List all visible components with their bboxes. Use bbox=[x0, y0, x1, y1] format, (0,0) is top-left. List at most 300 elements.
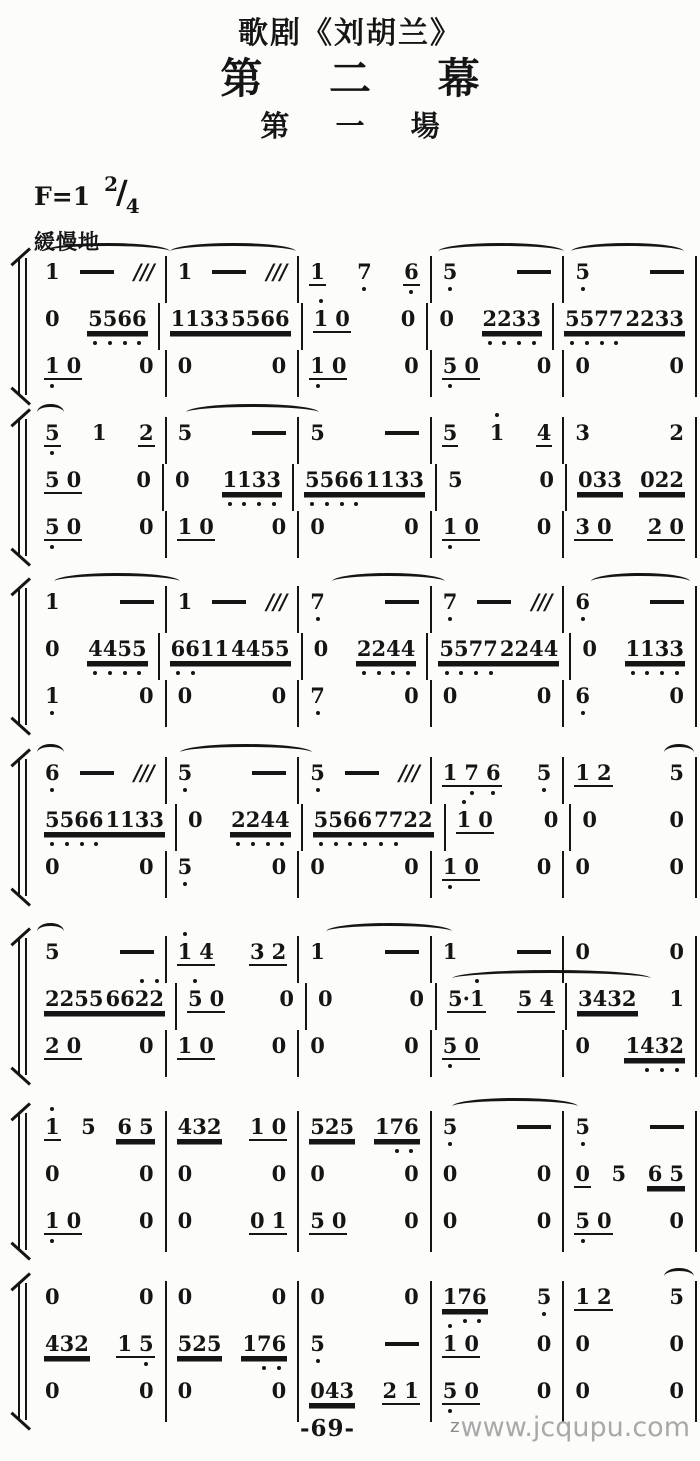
octave-dot-below bbox=[137, 341, 141, 345]
note-char: 1 bbox=[45, 1208, 60, 1233]
score-line bbox=[34, 851, 697, 898]
note-char: 3 bbox=[592, 467, 608, 492]
note-group bbox=[222, 467, 283, 494]
note-char: 6 bbox=[349, 467, 364, 492]
note-char: 0 bbox=[138, 1378, 154, 1403]
note-char: 2 bbox=[149, 986, 164, 1011]
note-group bbox=[271, 1378, 288, 1403]
measure bbox=[167, 1111, 300, 1158]
note-spacer bbox=[590, 514, 597, 539]
note-group: /// bbox=[398, 760, 419, 785]
note-char: 1 bbox=[575, 1284, 590, 1309]
measure bbox=[432, 1281, 565, 1328]
octave-dot-below bbox=[581, 617, 585, 621]
measure bbox=[34, 757, 167, 804]
note-char: 2 bbox=[597, 1284, 612, 1309]
note-char: 5 bbox=[178, 854, 193, 879]
note-char: 6 bbox=[272, 1331, 287, 1356]
note-char: 0 bbox=[199, 1033, 214, 1058]
note-group bbox=[574, 420, 591, 445]
note-group bbox=[44, 259, 61, 284]
note-char: 2 bbox=[192, 1331, 207, 1356]
note-group bbox=[241, 1331, 287, 1358]
note-char: 1 bbox=[404, 1378, 419, 1403]
note-group bbox=[177, 1114, 223, 1141]
note-group bbox=[251, 760, 287, 775]
note-group bbox=[309, 1284, 326, 1309]
note-group bbox=[574, 589, 591, 614]
octave-dot-below bbox=[266, 842, 270, 846]
octave-dot-above bbox=[462, 800, 466, 804]
note-char: 5 bbox=[537, 760, 552, 785]
note-char: 3 bbox=[266, 467, 281, 492]
octave-dot-below bbox=[542, 1312, 546, 1316]
note-char: 2 bbox=[625, 306, 641, 331]
note-char: 7 bbox=[464, 760, 479, 785]
note-char: 5 bbox=[45, 467, 60, 492]
note-group bbox=[536, 353, 553, 378]
note-char: 7 bbox=[390, 1114, 405, 1139]
measure bbox=[554, 303, 697, 350]
note-char: 2 bbox=[59, 986, 75, 1011]
measure bbox=[34, 303, 160, 350]
note-group bbox=[309, 514, 326, 539]
note-char: 0 bbox=[669, 939, 684, 964]
note-group bbox=[44, 986, 105, 1013]
note-char: 1 bbox=[442, 939, 458, 964]
score-line bbox=[34, 303, 697, 350]
note-char: 6 bbox=[404, 1114, 419, 1139]
note-group bbox=[403, 1033, 420, 1058]
score-line bbox=[34, 757, 697, 804]
note-group bbox=[211, 259, 247, 274]
note-group bbox=[44, 420, 61, 447]
opera-title: 歌剧《刘胡兰》 bbox=[238, 16, 462, 51]
note-char: 0 bbox=[464, 1378, 480, 1403]
measure bbox=[299, 1030, 432, 1077]
note-group bbox=[668, 1284, 685, 1309]
note-group bbox=[442, 1331, 480, 1358]
octave-dot-below bbox=[660, 1068, 664, 1072]
note-group bbox=[668, 807, 685, 832]
note-group bbox=[400, 306, 417, 331]
octave-dot-below bbox=[108, 341, 112, 345]
slur-arc bbox=[186, 404, 319, 421]
system-body bbox=[34, 1281, 697, 1422]
note-group bbox=[403, 1284, 420, 1309]
note-group bbox=[309, 939, 326, 964]
note-char: 0 bbox=[177, 1161, 193, 1186]
score-system bbox=[8, 1111, 697, 1252]
note-group bbox=[668, 939, 685, 964]
note-group bbox=[476, 589, 512, 604]
note-char: 0 bbox=[404, 1161, 419, 1186]
note-group bbox=[499, 636, 560, 663]
note-group bbox=[177, 939, 215, 966]
system-brace-lines bbox=[18, 1283, 27, 1420]
octave-dot-below bbox=[448, 885, 452, 889]
note-char: 1 bbox=[310, 353, 325, 378]
note-char: 0 bbox=[318, 986, 333, 1011]
measure bbox=[564, 511, 697, 558]
note-group bbox=[649, 259, 685, 274]
measure bbox=[299, 350, 432, 397]
measure bbox=[299, 1158, 432, 1205]
note-char: 0 bbox=[313, 636, 329, 661]
note-group bbox=[624, 1033, 685, 1060]
note-group bbox=[442, 1033, 480, 1060]
measure bbox=[167, 586, 300, 633]
octave-dot-below bbox=[50, 711, 54, 715]
measure bbox=[34, 1158, 167, 1205]
note-spacer bbox=[60, 1033, 67, 1058]
note-char: 5 bbox=[188, 986, 203, 1011]
octave-dot-below bbox=[325, 502, 329, 506]
note-char: 0 bbox=[45, 1161, 60, 1186]
octave-dot-below bbox=[675, 1068, 679, 1072]
note-group bbox=[403, 1161, 420, 1186]
measure bbox=[303, 633, 429, 680]
note-char: 0 bbox=[45, 1378, 60, 1403]
note-char: 0 bbox=[177, 1284, 193, 1309]
octave-dot-below bbox=[448, 287, 452, 291]
note-group bbox=[574, 1033, 591, 1058]
note-char: 1 bbox=[575, 760, 590, 785]
octave-dot-below bbox=[183, 788, 187, 792]
note-char: 0 bbox=[582, 807, 597, 832]
note-char: 0 bbox=[536, 1161, 552, 1186]
measure bbox=[167, 1158, 300, 1205]
note-group bbox=[177, 1208, 194, 1233]
note-group bbox=[574, 854, 591, 879]
note-group bbox=[442, 854, 480, 881]
measure bbox=[34, 680, 167, 727]
measure bbox=[307, 983, 437, 1030]
octave-dot-below bbox=[448, 1064, 452, 1068]
note-group bbox=[408, 986, 425, 1011]
note-char: 6 bbox=[358, 807, 373, 832]
note-group bbox=[249, 939, 287, 966]
note-char: 2 bbox=[371, 636, 386, 661]
note-group bbox=[344, 760, 380, 775]
note-group bbox=[44, 807, 105, 834]
note-group bbox=[403, 353, 420, 378]
note-char: 5 bbox=[88, 986, 104, 1011]
note-char: 3 bbox=[669, 636, 684, 661]
note-char: 3 bbox=[199, 306, 215, 331]
measure bbox=[428, 633, 571, 680]
note-char: 5 bbox=[275, 636, 290, 661]
note-group bbox=[79, 760, 115, 775]
measure bbox=[432, 1030, 565, 1077]
note-group bbox=[309, 353, 347, 380]
score-line bbox=[34, 1030, 697, 1077]
octave-dot-below bbox=[448, 545, 452, 549]
note-char: 0 bbox=[464, 514, 480, 539]
meter-denominator: 4 bbox=[125, 194, 140, 218]
note-char: 0 bbox=[199, 514, 214, 539]
note-group bbox=[44, 1378, 61, 1403]
note-char: 0 bbox=[138, 514, 154, 539]
note-char: 4 bbox=[386, 636, 401, 661]
measure bbox=[437, 983, 567, 1030]
note-group bbox=[574, 1378, 591, 1403]
note-char: 0 bbox=[464, 353, 480, 378]
note-char: 5 bbox=[448, 986, 463, 1011]
note-char: 3 bbox=[409, 467, 424, 492]
note-char: 2 bbox=[669, 420, 684, 445]
note-char: 0 bbox=[669, 514, 684, 539]
measure bbox=[34, 1375, 167, 1422]
measure bbox=[432, 586, 565, 633]
note-char: 1 bbox=[117, 1331, 132, 1356]
note-char: 1 bbox=[170, 306, 186, 331]
note-char: 6 bbox=[117, 1114, 132, 1139]
note-group bbox=[44, 1284, 61, 1309]
note-group bbox=[536, 514, 553, 539]
note-char: 0 bbox=[310, 514, 325, 539]
note-group bbox=[403, 854, 420, 879]
note-char: 0 bbox=[66, 514, 82, 539]
octave-dot-below bbox=[585, 341, 589, 345]
note-char: 0 bbox=[536, 1378, 552, 1403]
measure bbox=[567, 983, 697, 1030]
note-group bbox=[309, 589, 326, 614]
note-char: 2 bbox=[382, 1378, 398, 1403]
system-brace bbox=[8, 417, 34, 558]
note-char: 0 bbox=[575, 1331, 590, 1356]
octave-dot-below bbox=[316, 788, 320, 792]
note-char: 7 bbox=[310, 589, 325, 614]
note-char: 4 bbox=[275, 807, 290, 832]
slur-arc bbox=[37, 404, 64, 421]
measure bbox=[34, 633, 160, 680]
duration-dash bbox=[212, 270, 246, 274]
octave-dot-below bbox=[474, 671, 478, 675]
note-char: 2 bbox=[231, 807, 246, 832]
score-line bbox=[34, 1328, 697, 1375]
measure bbox=[428, 303, 554, 350]
measure bbox=[564, 417, 697, 464]
score-line bbox=[34, 1111, 697, 1158]
note-group bbox=[442, 353, 480, 380]
note-group bbox=[668, 1331, 685, 1356]
system-brace bbox=[8, 256, 34, 397]
note-group bbox=[44, 514, 82, 541]
note-char: 5 bbox=[443, 1033, 458, 1058]
note-char: 5 bbox=[537, 1284, 552, 1309]
note-group bbox=[382, 1378, 420, 1405]
measure bbox=[167, 851, 300, 898]
note-char: 1 bbox=[443, 854, 458, 879]
note-char: 6 bbox=[472, 1284, 487, 1309]
note-char: · bbox=[462, 986, 470, 1011]
octave-dot-below bbox=[395, 1149, 399, 1153]
octave-dot-below bbox=[570, 341, 574, 345]
note-char: 0 bbox=[177, 683, 193, 708]
note-char: 1 bbox=[214, 636, 230, 661]
octave-dot-below bbox=[463, 1319, 467, 1323]
note-group bbox=[174, 467, 191, 492]
note-group bbox=[373, 807, 434, 834]
note-char: 2 bbox=[324, 1114, 340, 1139]
duration-dash bbox=[517, 270, 551, 274]
note-char: 0 bbox=[335, 306, 350, 331]
note-group bbox=[384, 939, 420, 954]
measure bbox=[432, 511, 565, 558]
note-char: 5 bbox=[575, 259, 590, 284]
note-char: 1 bbox=[443, 1331, 458, 1356]
note-char: 0 bbox=[669, 1378, 684, 1403]
note-group bbox=[44, 1331, 90, 1358]
note-char: 0 bbox=[640, 467, 655, 492]
system-brace-lines bbox=[18, 419, 27, 556]
octave-dot-below bbox=[581, 1142, 585, 1146]
measure bbox=[34, 1111, 167, 1158]
octave-dot-below bbox=[137, 671, 141, 675]
note-char: 0 bbox=[177, 353, 193, 378]
note-char: 5 bbox=[565, 306, 580, 331]
note-char: 3 bbox=[149, 807, 164, 832]
note-char: 0 bbox=[669, 1208, 684, 1233]
note-char: 6 bbox=[486, 760, 501, 785]
note-group bbox=[271, 1033, 288, 1058]
note-group bbox=[230, 807, 291, 834]
note-group bbox=[138, 353, 155, 378]
note-group bbox=[304, 467, 365, 494]
octave-dot-below bbox=[316, 1359, 320, 1363]
octave-dot-below bbox=[310, 502, 314, 506]
octave-dot-below bbox=[614, 341, 618, 345]
note-char: 0 bbox=[464, 1033, 480, 1058]
measure bbox=[564, 1281, 697, 1328]
note-char: 1 bbox=[457, 807, 472, 832]
score-system bbox=[8, 1281, 697, 1422]
slur-arc bbox=[591, 573, 690, 590]
measure bbox=[177, 983, 307, 1030]
note-group bbox=[356, 636, 417, 663]
note-group bbox=[438, 636, 499, 663]
note-group bbox=[516, 259, 552, 274]
note-char: 0 bbox=[271, 353, 287, 378]
note-char: 1 bbox=[177, 589, 193, 614]
note-char: 7 bbox=[483, 636, 498, 661]
octave-dot-below bbox=[363, 842, 367, 846]
note-group bbox=[44, 1114, 61, 1141]
note-group bbox=[44, 854, 61, 879]
note-group bbox=[482, 306, 543, 333]
note-spacer bbox=[662, 1161, 669, 1186]
watermark-logo: z bbox=[450, 1416, 460, 1437]
note-char: 0 bbox=[575, 1378, 590, 1403]
octave-dot-below bbox=[277, 1366, 281, 1370]
note-char: 5 bbox=[580, 306, 595, 331]
measure bbox=[564, 851, 697, 898]
note-char: 0 bbox=[404, 854, 419, 879]
note-char: 5 bbox=[103, 306, 118, 331]
note-char: 5 bbox=[310, 1114, 325, 1139]
note-group bbox=[44, 760, 61, 785]
score-line bbox=[34, 464, 697, 511]
slur-arc bbox=[44, 243, 170, 260]
note-group bbox=[138, 1378, 155, 1403]
octave-dot-below bbox=[50, 788, 54, 792]
system-brace bbox=[8, 936, 34, 1077]
note-char: 0 bbox=[271, 1284, 287, 1309]
octave-dot-below bbox=[123, 341, 127, 345]
note-group bbox=[442, 1378, 480, 1405]
octave-dot-below bbox=[257, 502, 261, 506]
note-group bbox=[313, 807, 374, 834]
octave-dot-below bbox=[334, 842, 338, 846]
measure bbox=[167, 350, 300, 397]
measure bbox=[564, 757, 697, 804]
note-char: 6 bbox=[89, 807, 104, 832]
note-char: 1 bbox=[380, 467, 395, 492]
note-char: 1 bbox=[120, 807, 135, 832]
note-char: 2 bbox=[621, 986, 637, 1011]
note-char: 0 bbox=[331, 1208, 347, 1233]
note-group bbox=[138, 683, 155, 708]
note-group bbox=[649, 1114, 685, 1129]
slur-arc bbox=[664, 744, 694, 761]
note-char: 3 bbox=[59, 1331, 75, 1356]
note-group bbox=[574, 353, 591, 378]
note-char: 6 bbox=[132, 306, 147, 331]
note-char: 0 bbox=[575, 854, 590, 879]
note-char: 1 bbox=[640, 636, 655, 661]
note-char: 5 bbox=[45, 514, 60, 539]
octave-dot-above bbox=[319, 299, 323, 303]
note-char: 6 bbox=[647, 1161, 663, 1186]
note-char: 4 bbox=[260, 807, 275, 832]
note-char: 1 bbox=[442, 1284, 458, 1309]
note-group bbox=[309, 259, 326, 286]
note-char: 0 bbox=[271, 683, 287, 708]
octave-dot-below bbox=[242, 502, 246, 506]
note-char: 5 bbox=[206, 1331, 222, 1356]
note-char: 1 bbox=[242, 1331, 257, 1356]
measure bbox=[564, 680, 697, 727]
note-char: 5 bbox=[669, 1161, 684, 1186]
note-char: 7 bbox=[609, 306, 624, 331]
note-spacer bbox=[532, 986, 539, 1011]
note-group bbox=[649, 589, 685, 604]
note-char: 0 bbox=[439, 306, 454, 331]
note-char: 1 bbox=[625, 1033, 641, 1058]
note-char: 4 bbox=[199, 939, 214, 964]
note-group bbox=[403, 1208, 420, 1233]
note-char: 0 bbox=[271, 1161, 287, 1186]
note-group: /// bbox=[266, 259, 287, 284]
note-char: 5 bbox=[310, 1208, 325, 1233]
note-char: 0 bbox=[404, 514, 419, 539]
octave-dot-below bbox=[94, 842, 98, 846]
note-char: 3 bbox=[394, 467, 410, 492]
note-char: 0 bbox=[138, 1284, 154, 1309]
note-group bbox=[138, 1284, 155, 1309]
note-char: 0 bbox=[138, 1208, 154, 1233]
octave-dot-below bbox=[517, 341, 521, 345]
octave-dot-below bbox=[600, 341, 604, 345]
octave-dot-below bbox=[362, 671, 366, 675]
note-char: 2 bbox=[403, 807, 419, 832]
octave-dot-below bbox=[581, 1239, 585, 1243]
note-spacer bbox=[457, 854, 464, 879]
note-char: 5 bbox=[443, 353, 458, 378]
note-char: 2 bbox=[418, 807, 433, 832]
note-group bbox=[309, 420, 326, 445]
